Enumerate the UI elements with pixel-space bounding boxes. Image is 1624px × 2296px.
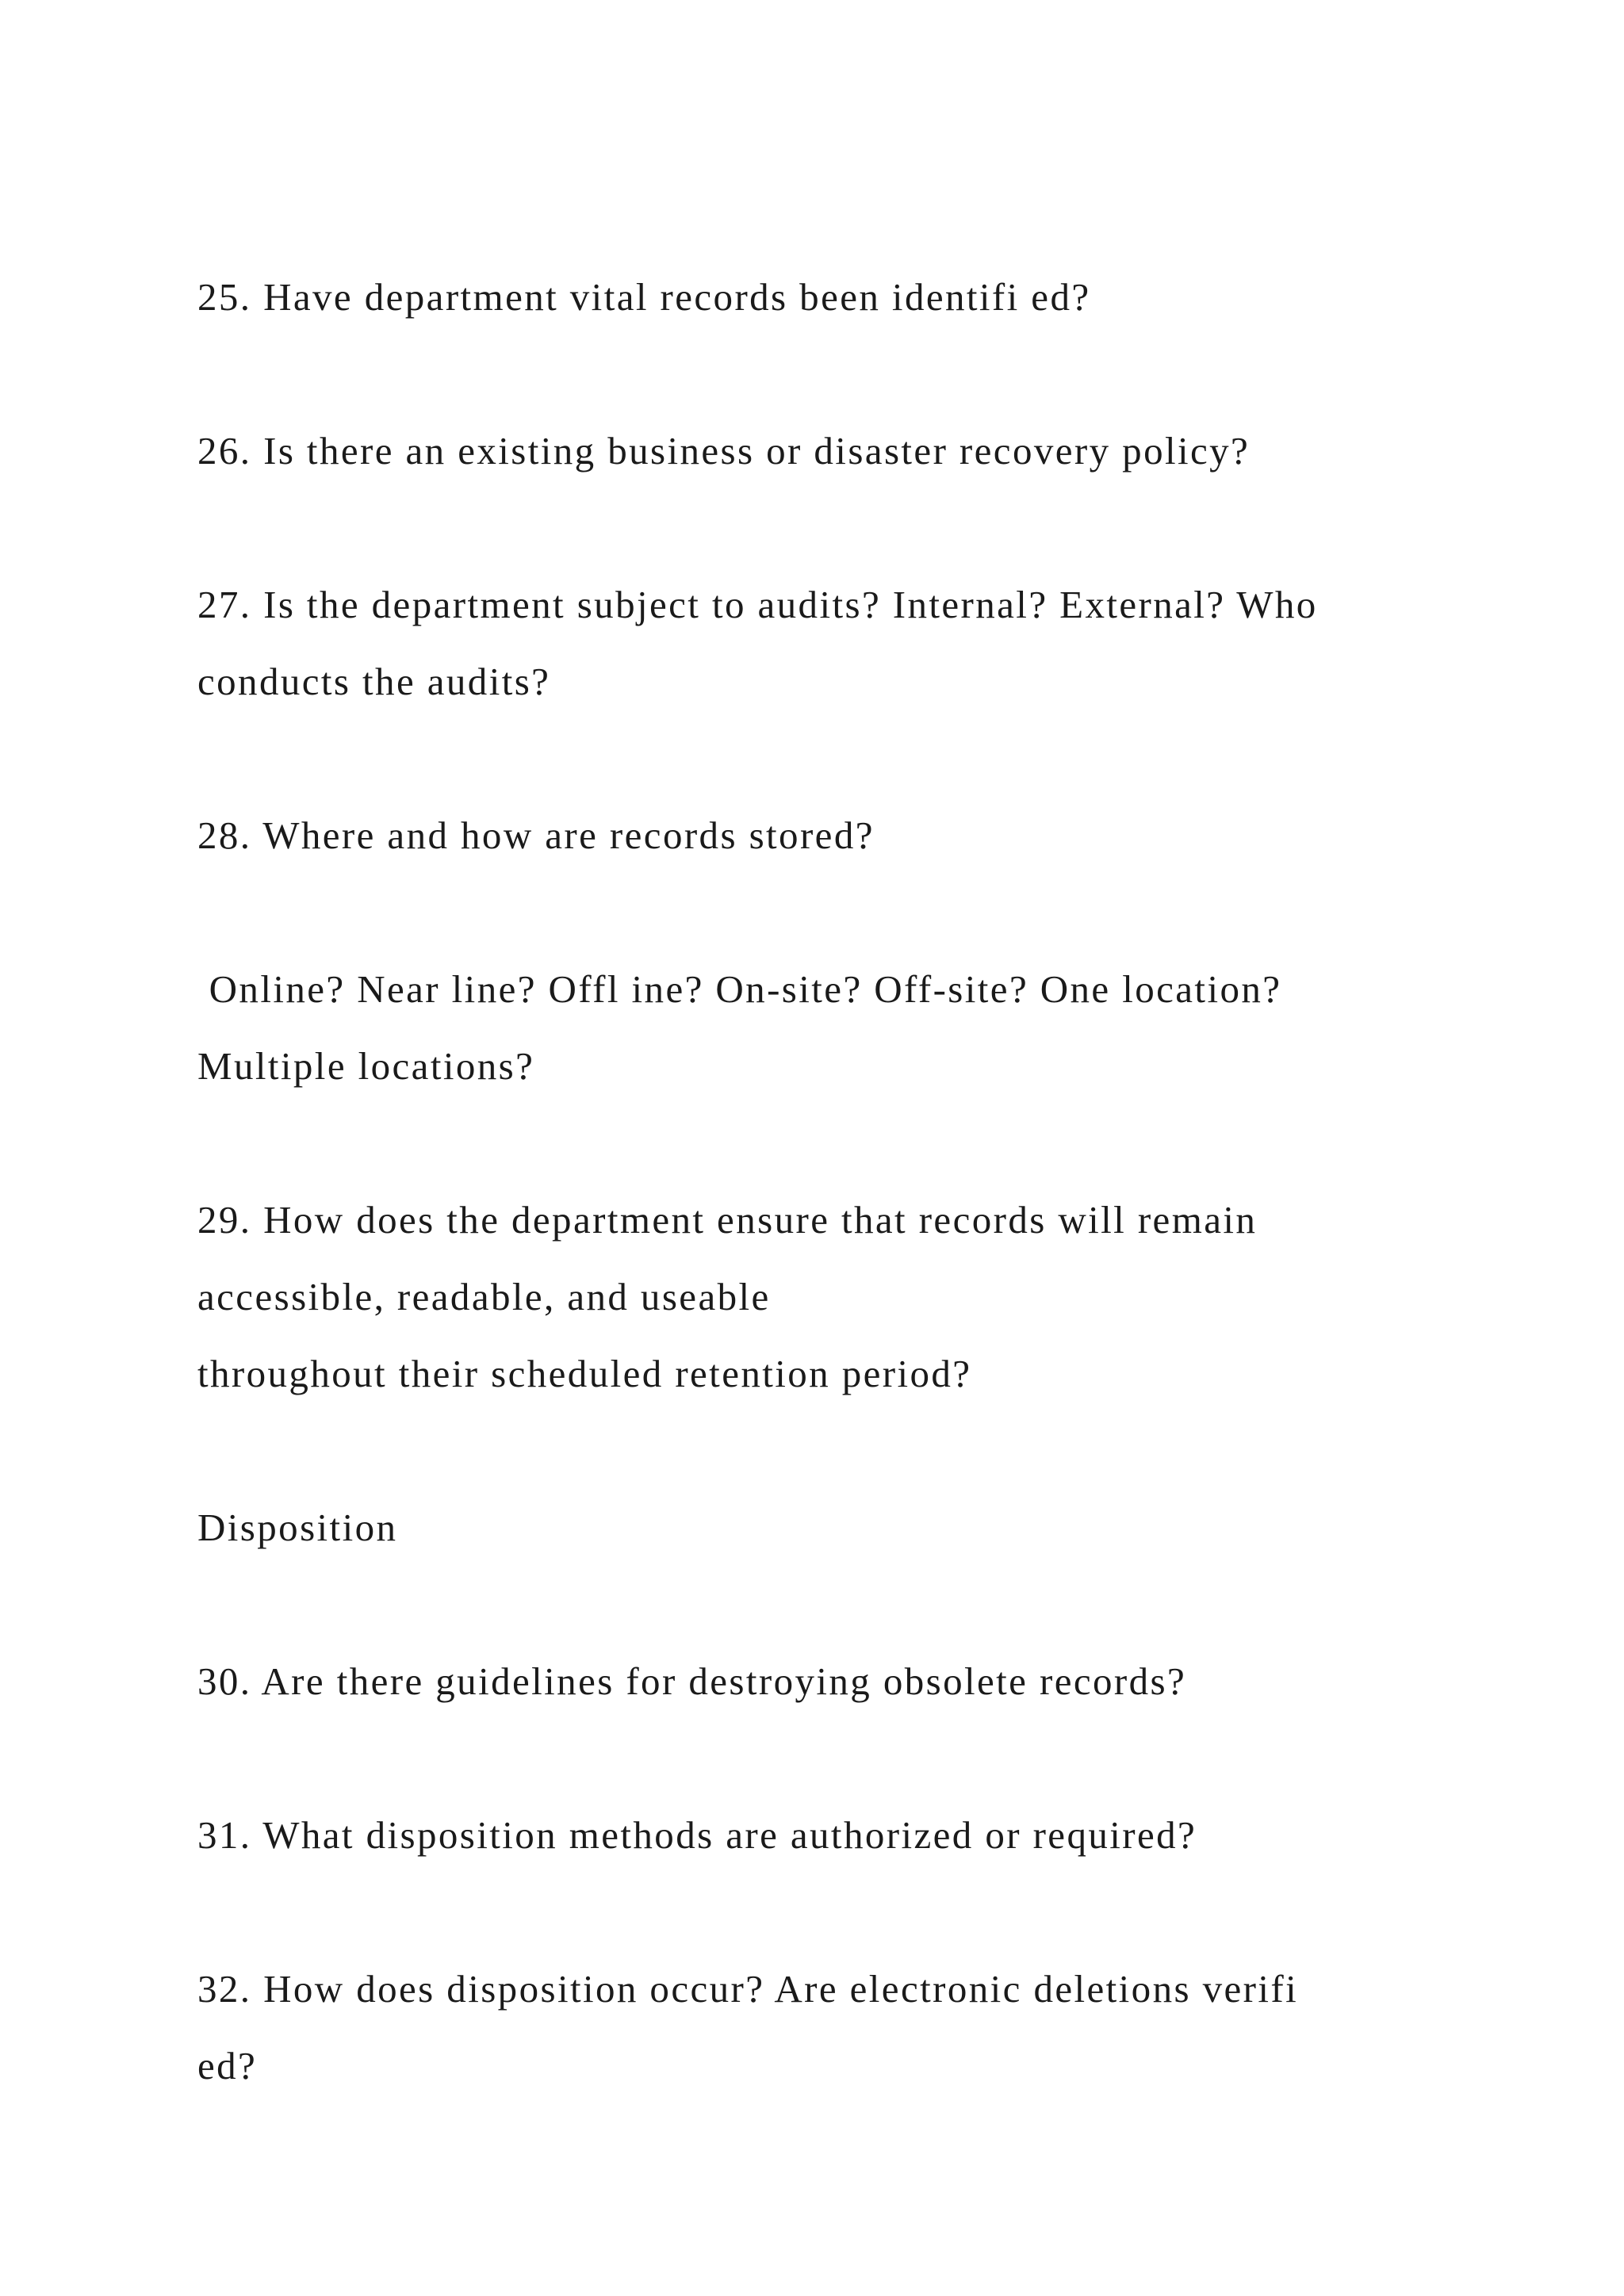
question-27-line-2: conducts the audits?: [197, 660, 551, 703]
storage-options-line-2: Multiple locations?: [197, 1044, 535, 1088]
question-28: 28. Where and how are records stored?: [197, 813, 875, 857]
question-29-line-1: 29. How does the department ensure that records will remain: [197, 1198, 1258, 1242]
question-30: 30. Are there guidelines for destroying obsolete records?: [197, 1659, 1187, 1703]
question-32-line-2: ed?: [197, 2044, 258, 2087]
question-27-line-1: 27. Is the department subject to audits? Internal? External? Who: [197, 583, 1318, 626]
question-29-line-2: accessible, readable, and useable: [197, 1275, 771, 1318]
question-29-line-3: throughout their scheduled retention period?: [197, 1352, 972, 1395]
question-26: 26. Is there an existing business or disaster recovery policy?: [197, 429, 1251, 473]
storage-options-line-1: Online? Near line? Offl ine? On-site? Off-site? One location?: [197, 967, 1282, 1011]
section-heading-disposition: Disposition: [197, 1506, 398, 1549]
question-32-line-1: 32. How does disposition occur? Are electronic deletions verifi: [197, 1967, 1299, 2011]
question-31: 31. What disposition methods are authorized or required?: [197, 1813, 1197, 1857]
question-25: 25. Have department vital records been identifi ed?: [197, 275, 1091, 319]
